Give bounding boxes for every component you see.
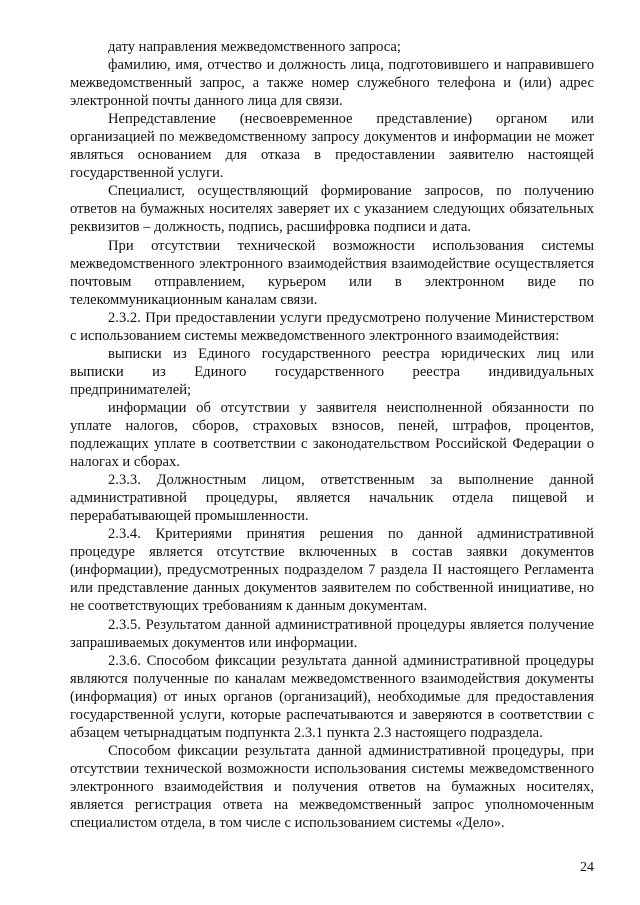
paragraph-contact-person: фамилию, имя, отчество и должность лица, подготовившего и направившего межведомственный запрос, а также номер служебного телефона и (или) адрес электронной почты данного лица для связи. [70, 57, 594, 110]
paragraph-specialist-certification: Специалист, осуществляющий формирование запросов, по получению ответов на бумажных носителях заверяет их с указанием следующих обязательных реквизитов – должность, подпись, расшифровка подписи и дата. [70, 183, 594, 236]
paragraph-2-3-6: 2.3.6. Способом фиксации результата данной административной процедуры являются полученные по каналам межведомственного взаимодействия документы (информация) от иных органов (организаций), необходимые для предоставления государственной услуги, которые распечатываются и заверяются в соответствии с абзацем четырнадцатым подпункта 2.3.1 пункта 2.3 настоящего подраздела. [70, 652, 594, 741]
paragraph-request-date: дату направления межведомственного запроса; [108, 39, 401, 55]
page-number: 24 [580, 860, 594, 875]
paragraph-2-3-4: 2.3.4. Критериями принятия решения по данной административной процедуре является отсутствие включенных в состав заявки документов (информации), предусмотренных подразделом 7 раздела II настоящего Регламента или представление данных документов заявителем по собственной инициативе, но не соответствующих требованиям к данным документам. [70, 526, 594, 615]
paragraph-2-3-3: 2.3.3. Должностным лицом, ответственным за выполнение данной административной процедуры, является начальник отдела пищевой и перерабатывающей промышленности. [70, 472, 594, 525]
paragraph-2-3-5: 2.3.5. Результатом данной административной процедуры является получение запрашиваемых документов или информации. [70, 616, 594, 651]
paragraph-2-3-2: 2.3.2. При предоставлении услуги предусмотрено получение Министерством с использованием системы межведомственного электронного взаимодействия: [70, 309, 594, 344]
paragraph-tax-information: информации об отсутствии у заявителя неисполненной обязанности по уплате налогов, сборов, страховых взносов, пеней, штрафов, процентов, подлежащих уплате в соответствии с законодательством Российской Федерации о налогах и сборах. [70, 399, 594, 471]
paragraph-fixation-method: Способом фиксации результата данной административной процедуры, при отсутствии технической возможности использования системы межведомственного электронного взаимодействия и получения ответов на бумажных носителях, является регистрация ответа на межведомственный запрос уполномоченным специалистом отдела, в том числе с использованием системы «Дело». [70, 742, 594, 832]
paragraph-registry-extracts: выписки из Единого государственного реестра юридических лиц или выписки из Единого государственного реестра индивидуальных предпринимателей; [70, 345, 594, 398]
document-body [70, 38, 594, 832]
paragraph-no-technical-possibility: При отсутствии технической возможности использования системы межведомственного электронного взаимодействия взаимодействие осуществляется почтовым отправлением, курьером или в электронном виде по телекоммуникационным каналам связи. [70, 237, 594, 308]
paragraph-non-submission: Непредставление (несвоевременное представление) органом или организацией по межведомственному запросу документов и информации не может являться основанием для отказа в предоставлении заявителю настоящей государственной услуги. [70, 111, 594, 182]
